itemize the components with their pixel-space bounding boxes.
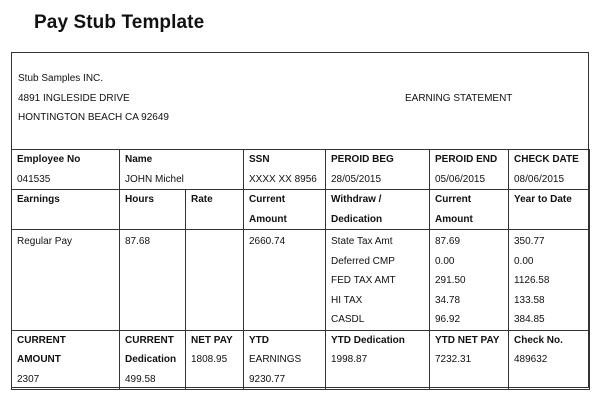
totals-row bbox=[12, 330, 590, 390]
rate-value bbox=[191, 232, 243, 252]
deduction-current-value: 0.00 bbox=[435, 255, 455, 267]
ytd-net-pay-value: 7232.31 bbox=[435, 354, 472, 365]
period-begin-label: PEROID BEG bbox=[331, 154, 394, 165]
current-amount-header bbox=[244, 190, 326, 230]
total-current-deduction-l1: CURRENT bbox=[125, 334, 174, 346]
ssn-label: SSN bbox=[249, 154, 270, 165]
current-amount-header-l2: Amount bbox=[249, 213, 287, 225]
employee-no-label: Employee No bbox=[17, 154, 81, 165]
deduction-ytd-value: 350.77 bbox=[514, 236, 545, 247]
ytd-header bbox=[509, 190, 590, 230]
ytd-net-pay-cell bbox=[430, 330, 509, 390]
current-amount-cell bbox=[244, 230, 326, 331]
deduction-current-header-l2: Amount bbox=[435, 213, 473, 225]
company-address: 4891 INGLESIDE DRIVE bbox=[18, 93, 130, 104]
total-current-deduction-cell bbox=[120, 330, 186, 390]
deduction-ytd-value: 384.85 bbox=[514, 314, 545, 325]
current-amount-value: 2660.74 bbox=[249, 236, 286, 247]
check-date-label: CHECK DATE bbox=[514, 154, 579, 165]
ytd-earnings-cell bbox=[244, 330, 326, 390]
total-current-deduction-value: 499.58 bbox=[125, 373, 156, 385]
withdraw-header-l2: Dedication bbox=[331, 213, 383, 225]
rate-header-label: Rate bbox=[191, 194, 213, 205]
earnings-header bbox=[12, 190, 120, 230]
employee-name-value: JOHN Michel bbox=[125, 173, 184, 185]
rate-cell bbox=[186, 230, 244, 331]
hours-value: 87.68 bbox=[125, 236, 151, 247]
net-pay-value: 1808.95 bbox=[191, 354, 228, 365]
deduction-current-cell bbox=[430, 230, 509, 331]
deduction-name: FED TAX AMT bbox=[331, 275, 396, 286]
withdraw-header bbox=[326, 190, 430, 230]
check-date-value: 08/06/2015 bbox=[514, 173, 565, 185]
employee-name-cell bbox=[120, 150, 244, 190]
hours-header-label: Hours bbox=[125, 194, 154, 205]
ytd-header-label: Year to Date bbox=[514, 194, 572, 205]
deduction-names-cell bbox=[326, 230, 430, 331]
earnings-header-label: Earnings bbox=[17, 194, 60, 205]
deduction-ytd-value: 0.00 bbox=[514, 255, 534, 267]
employee-no-value: 041535 bbox=[17, 173, 51, 185]
earnings-header-row bbox=[12, 190, 590, 230]
current-amount-header-l1: Current bbox=[249, 194, 286, 205]
ytd-net-pay-label: YTD NET PAY bbox=[435, 334, 500, 346]
employee-no-cell bbox=[12, 150, 120, 190]
ytd-earnings-value: 9230.77 bbox=[249, 373, 286, 385]
total-current-deduction-l2: Dedication bbox=[125, 354, 177, 365]
employee-name-label: Name bbox=[125, 154, 153, 165]
pay-type-cell bbox=[12, 230, 120, 331]
period-begin-cell bbox=[326, 150, 430, 190]
total-current-amount-value: 2307 bbox=[17, 373, 40, 385]
deduction-name: HI TAX bbox=[331, 294, 363, 306]
employee-info-row bbox=[12, 150, 590, 190]
total-current-amount-cell bbox=[12, 330, 120, 390]
hours-header bbox=[120, 190, 186, 230]
deduction-current-value: 291.50 bbox=[435, 275, 466, 286]
ssn-cell bbox=[244, 150, 326, 190]
check-no-label: Check No. bbox=[514, 334, 563, 346]
check-no-value: 489632 bbox=[514, 354, 548, 365]
deduction-current-header bbox=[430, 190, 509, 230]
deduction-current-value: 34.78 bbox=[435, 294, 461, 306]
deduction-current-header-l1: Current bbox=[435, 194, 472, 205]
check-no-cell bbox=[509, 330, 590, 390]
ssn-value: XXXX XX 8956 bbox=[249, 173, 317, 185]
pay-stub-table bbox=[11, 149, 590, 390]
company-name: Stub Samples INC. bbox=[18, 73, 104, 84]
page-title: Pay Stub Template bbox=[34, 12, 205, 33]
check-date-cell bbox=[509, 150, 590, 190]
withdraw-header-l1: Withdraw / bbox=[331, 194, 382, 205]
deduction-ytd-cell bbox=[509, 230, 590, 331]
deduction-name: Deferred CMP bbox=[331, 255, 395, 267]
ytd-deduction-label: YTD Dedication bbox=[331, 334, 405, 346]
period-begin-value: 28/05/2015 bbox=[331, 173, 382, 185]
company-city: HONTINGTON BEACH CA 92649 bbox=[18, 112, 169, 123]
ytd-earnings-l2: EARNINGS bbox=[249, 354, 302, 365]
net-pay-cell bbox=[186, 330, 244, 390]
rate-header bbox=[186, 190, 244, 230]
ytd-earnings-l1: YTD bbox=[249, 334, 269, 346]
deduction-ytd-value: 133.58 bbox=[514, 294, 545, 306]
pay-type-value: Regular Pay bbox=[17, 236, 73, 247]
statement-label: EARNING STATEMENT bbox=[405, 93, 513, 104]
deduction-ytd-value: 1126.58 bbox=[514, 275, 550, 286]
deduction-current-value: 87.69 bbox=[435, 236, 461, 247]
ytd-deduction-cell bbox=[326, 330, 430, 390]
ytd-deduction-value: 1998.87 bbox=[331, 354, 368, 365]
period-end-cell bbox=[430, 150, 509, 190]
period-end-label: PEROID END bbox=[435, 154, 498, 165]
hours-cell bbox=[120, 230, 186, 331]
total-current-amount-l2: AMOUNT bbox=[17, 354, 61, 365]
total-current-amount-l1: CURRENT bbox=[17, 334, 66, 346]
earnings-detail-row bbox=[12, 230, 590, 331]
period-end-value: 05/06/2015 bbox=[435, 173, 486, 185]
deduction-name: CASDL bbox=[331, 314, 365, 325]
net-pay-label: NET PAY bbox=[191, 334, 233, 346]
deduction-current-value: 96.92 bbox=[435, 314, 461, 325]
deduction-name: State Tax Amt bbox=[331, 236, 393, 247]
